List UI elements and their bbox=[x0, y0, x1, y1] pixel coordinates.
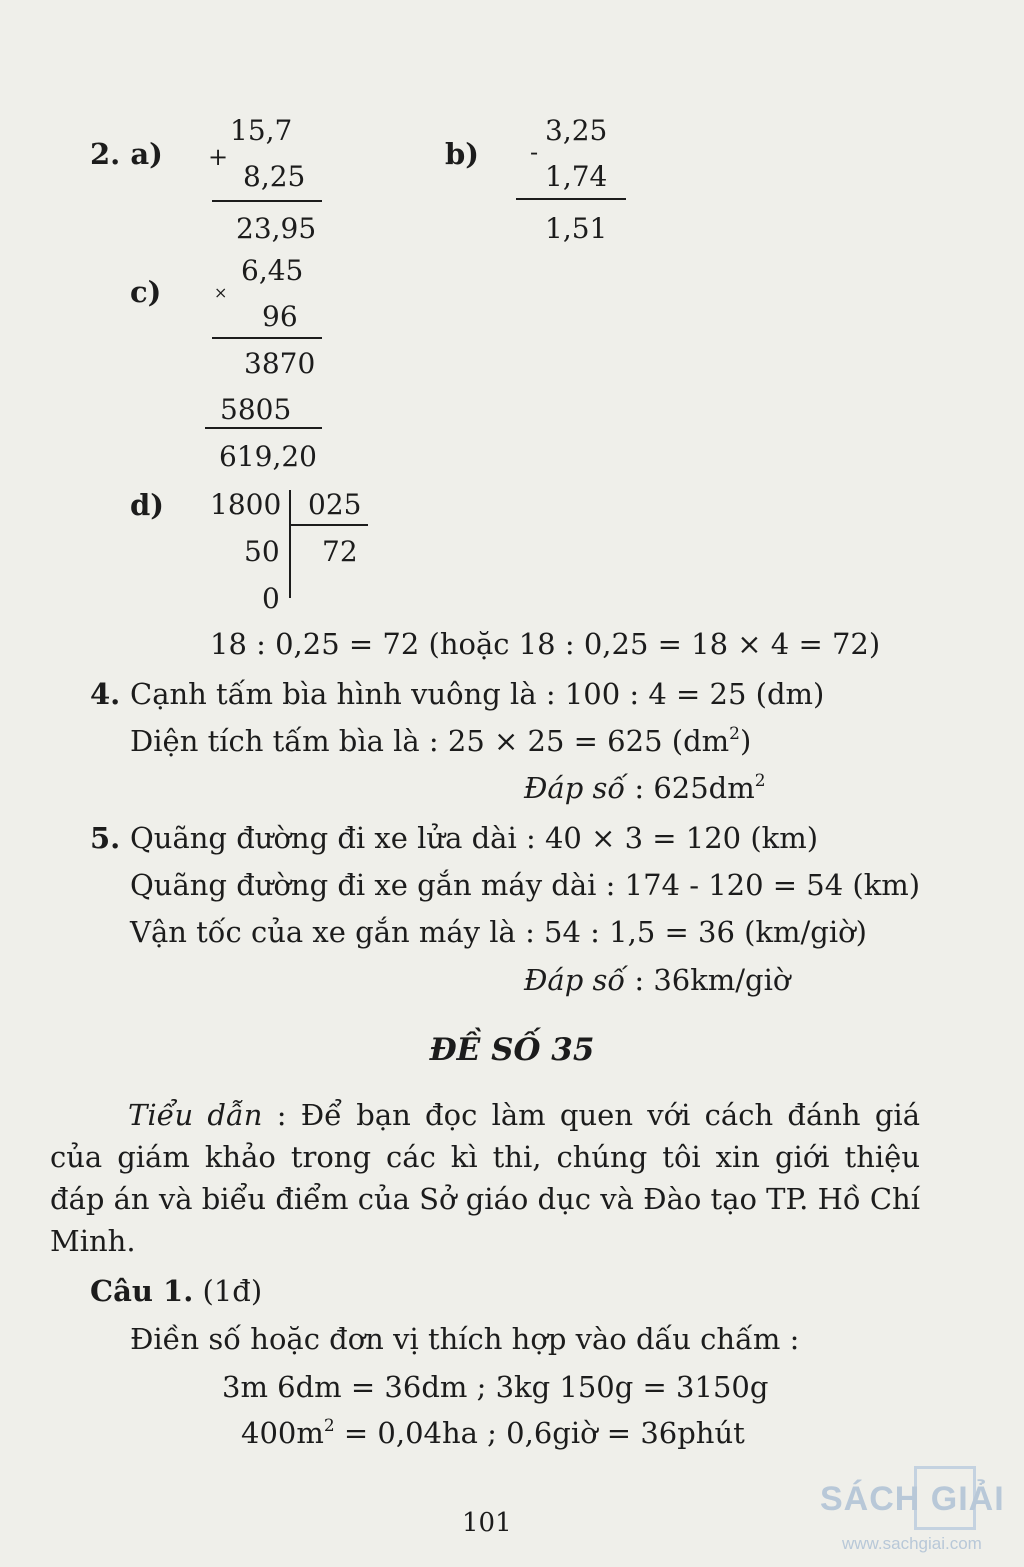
divisor: 025 bbox=[308, 488, 362, 521]
minus-sign: - bbox=[530, 138, 539, 166]
sum-line bbox=[212, 200, 322, 202]
part-b-label: b) bbox=[445, 137, 479, 171]
exercise-4-answer: Đáp số : $625dm^2$ bbox=[524, 771, 766, 805]
operand-bottom: 8,25 bbox=[243, 160, 306, 193]
exercise-4-line-1: Cạnh tấm bìa hình vuông là : 100 : 4 = 25 (dm) bbox=[130, 677, 825, 711]
dividend: 1800 bbox=[210, 488, 282, 521]
exercise-5-line-3: Vận tốc của xe gắn máy là : 54 : 1,5 = 36 (km/giờ) bbox=[130, 915, 867, 949]
exercise-2-label: 2. a) bbox=[90, 137, 163, 171]
quotient: 72 bbox=[322, 535, 358, 568]
watermark-url: www.sachgiai.com bbox=[842, 1534, 982, 1553]
intro-label: Tiểu dẫn bbox=[128, 1098, 263, 1132]
operand-top: 3,25 bbox=[545, 114, 608, 147]
part-d-label: d) bbox=[130, 488, 164, 522]
times-sign: × bbox=[214, 283, 228, 302]
part-c-label: c) bbox=[130, 275, 162, 309]
partial-product-2: 5805 bbox=[220, 393, 292, 426]
section-title: ĐỀ SỐ 35 bbox=[429, 1032, 595, 1068]
operand-top: 6,45 bbox=[241, 254, 304, 287]
remainder: 50 bbox=[244, 535, 280, 568]
partial-product-1: 3870 bbox=[244, 347, 316, 380]
exercise-4-number: 4. bbox=[90, 677, 121, 711]
question-1-heading: Câu 1. (1đ) bbox=[90, 1274, 263, 1308]
operand-bottom: 1,74 bbox=[545, 160, 608, 193]
exercise-5-line-1: Quãng đường đi xe lửa dài : 40 × 3 = 120 (km) bbox=[130, 821, 819, 855]
question-1-instruction: Điền số hoặc đơn vị thích hợp vào dấu chấm : bbox=[130, 1322, 800, 1356]
result: 1,51 bbox=[545, 212, 608, 245]
divisor-line bbox=[290, 524, 368, 526]
exercise-5-number: 5. bbox=[90, 821, 121, 855]
question-1-line-1: 3m 6dm = 36dm ; 3kg 150g = 3150g bbox=[222, 1370, 769, 1404]
result: 23,95 bbox=[236, 212, 317, 245]
exercise-4-line-2: Diện tích tấm bìa là : 25 × 25 = 625 $(dm^2)$ bbox=[130, 724, 752, 758]
operand-top: 15,7 bbox=[230, 114, 293, 147]
exercise-5-answer: Đáp số : 36km/giờ bbox=[524, 963, 791, 997]
exercise-5-line-2: Quãng đường đi xe gắn máy dài : 174 - 120 = 54 (km) bbox=[130, 868, 921, 902]
question-1-line-2: $400m^2 = 0,04ha$ ; 0,6giờ = 36phút bbox=[241, 1416, 745, 1450]
division-note: 18 : 0,25 = 72 (hoặc 18 : 0,25 = 18 × 4 = 72) bbox=[210, 627, 881, 661]
remainder: 0 bbox=[262, 582, 280, 615]
product-line bbox=[212, 337, 322, 339]
plus-sign: + bbox=[208, 143, 229, 171]
watermark-logo bbox=[812, 1462, 1022, 1562]
intro-text: : Để bạn đọc làm quen với cách đánh giá của giám khảo trong các kì thi, chúng tôi xin giới thiệu đáp án và biểu điểm của Sở giáo dục và Đào tạo TP. Hồ Chí Minh. bbox=[50, 1098, 920, 1258]
division-bar bbox=[289, 490, 291, 598]
page-number: 101 bbox=[462, 1508, 512, 1538]
watermark-brand: SÁCH GIẢI bbox=[820, 1480, 1005, 1518]
product-line bbox=[205, 427, 322, 429]
operand-bottom: 96 bbox=[262, 300, 298, 333]
intro-paragraph bbox=[50, 1094, 920, 1262]
difference-line bbox=[516, 198, 626, 200]
result: 619,20 bbox=[219, 440, 317, 473]
